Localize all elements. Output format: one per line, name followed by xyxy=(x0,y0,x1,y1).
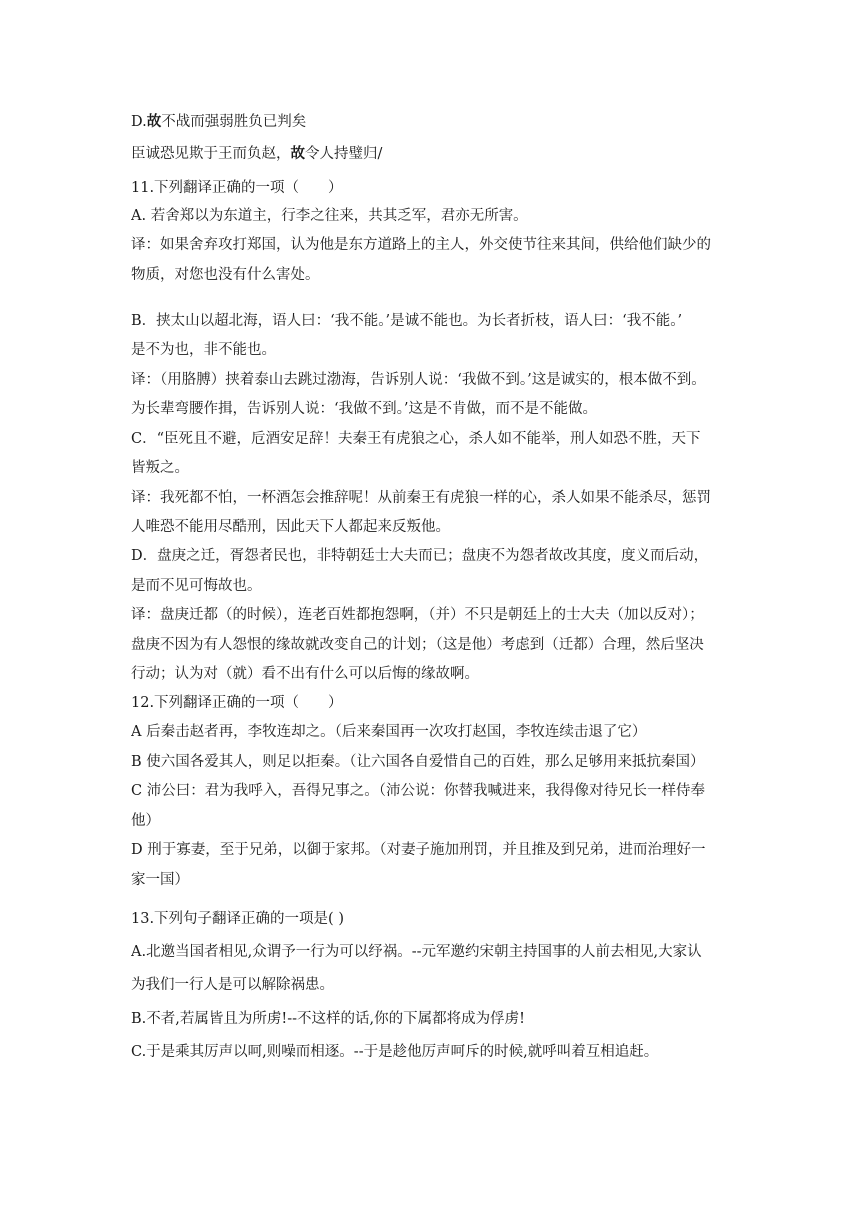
q12-option-d-2: 家一国） xyxy=(131,872,189,888)
q12-option-c-2: 他） xyxy=(131,813,160,829)
q12-option-d-1: D 刑于寡妻，至于兄弟，以御于家邦。（对妻子施加刑罚，并且推及到兄弟，进而治理好一 xyxy=(131,842,706,858)
q12-option-b: B 使六国各爱其人，则足以拒秦。（让六国各自爱惜自己的百姓，那么足够用来抵抗秦国） xyxy=(131,754,705,770)
q11-option-c-translation-2: 人唯恐不能用尽酷刑，因此天下人都起来反叛他。 xyxy=(131,519,450,535)
q12-option-c-1: C 沛公曰：君为我呼入，吾得兄事之。（沛公说：你替我喊进来，我得像对待兄长一样侍奉 xyxy=(131,783,705,799)
q11-option-d-1: D．盘庚之迁，胥怨者民也，非特朝廷士大夫而已；盘庚不为怨者故改其度，度义而后动， xyxy=(131,548,709,564)
q13-option-a-2: 为我们一行人是可以解除祸患。 xyxy=(131,977,334,993)
q11-option-a-translation-1: 译：如果舍弃攻打郑国，认为他是东方道路上的主人，外交使节往来其间，供给他们缺少的 xyxy=(131,237,711,253)
q13-stem: 13.下列句子翻译正确的一项是( ) xyxy=(131,911,344,927)
q11-option-c-1: C．“臣死且不避，卮酒安足辞！夫秦王有虎狼之心，杀人如不能举，刑人如恐不胜，天下 xyxy=(131,431,701,447)
q13-option-a-1: A.北邀当国者相见,众谓予一行为可以纾祸。--元军邀约宋朝主持国事的人前去相见,大家认 xyxy=(131,944,702,960)
q11-option-d-translation-1: 译：盘庚迁都（的时候），连老百姓都抱怨啊，（并）不只是朝廷上的士大夫（加以反对）； xyxy=(131,607,704,623)
q11-option-d-translation-2: 盘庚不因为有人怨恨的缘故就改变自己的计划；（这是他）考虑到（迁都）合理，然后坚决 xyxy=(131,637,704,653)
q11-option-b-translation-1: 译：（用胳膊）挟着泰山去跳过渤海，告诉别人说：‘我做不到。’这是诚实的，根本做不到。 xyxy=(131,372,706,388)
q11-option-c-translation-1: 译：我死都不怕，一杯酒怎会推辞呢！从前秦王有虎狼一样的心，杀人如果不能杀尽，惩罚 xyxy=(131,490,711,506)
q11-option-c-2: 皆叛之。 xyxy=(131,460,189,476)
q10-option-d-compare: 臣诚恐见欺于王而负赵，故令人持璧归/ xyxy=(131,145,383,162)
q11-option-b-2: 是不为也，非不能也。 xyxy=(131,342,276,358)
q11-stem: 11.下列翻译正确的一项（ ） xyxy=(131,180,343,196)
q10-option-d: D.故不战而强弱胜负已判矣 xyxy=(131,113,307,130)
q11-option-a: A. 若舍郑以为东道主，行李之往来，共其乏军，君亦无所害。 xyxy=(131,208,528,224)
q13-option-c: C.于是乘其厉声以呵,则噪而相逐。--于是趁他厉声呵斥的时候,就呼叫着互相追赶。 xyxy=(131,1044,659,1060)
q12-stem: 12.下列翻译正确的一项（ ） xyxy=(131,695,343,711)
q12-option-a: A 后秦击赵者再，李牧连却之。（后来秦国再一次攻打赵国，李牧连续击退了它） xyxy=(131,724,647,740)
q11-option-a-translation-2: 物质，对您也没有什么害处。 xyxy=(131,267,320,283)
q11-option-d-2: 是而不见可悔故也。 xyxy=(131,578,262,594)
q11-option-d-translation-3: 行动；认为对（就）看不出有什么可以后悔的缘故啊。 xyxy=(131,666,479,682)
q13-option-b: B.不者,若属皆且为所虏!--不这样的话,你的下属都将成为俘虏! xyxy=(131,1011,525,1027)
q11-option-b-1: B．挟太山以超北海，语人曰：‘我不能。’是诚不能也。为长者折枝，语人曰：‘我不能。’ xyxy=(131,313,683,329)
q11-option-b-translation-2: 为长辈弯腰作揖，告诉别人说：‘我做不到。’这是不肯做，而不是不能做。 xyxy=(131,401,597,417)
